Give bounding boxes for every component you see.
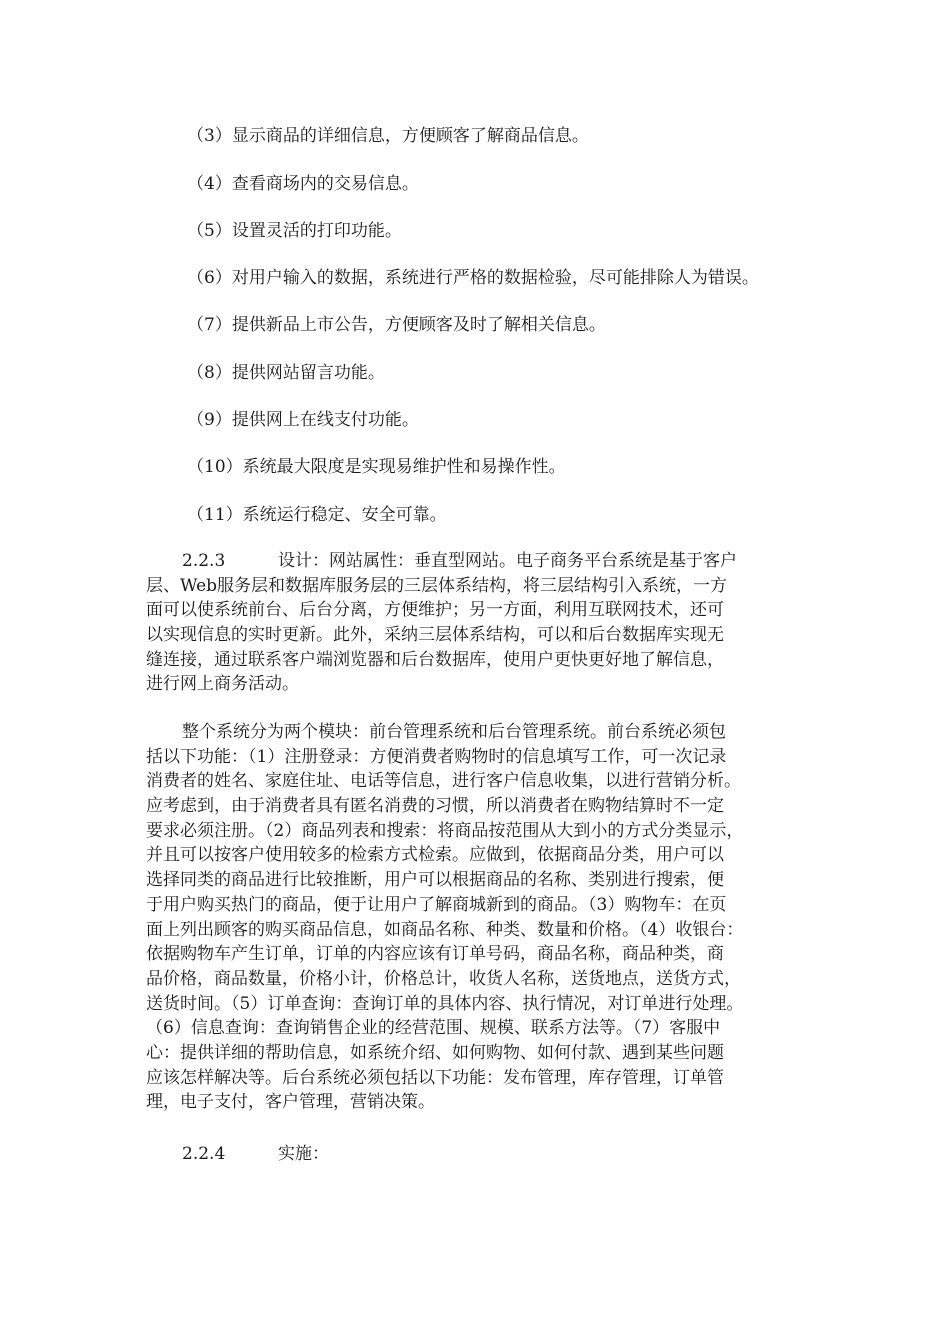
paragraph-line: 于用户购买热门的商品，便于让用户了解商城新到的商品。（3）购物车：在页 — [146, 894, 727, 915]
list-item: （6）对用户输入的数据，系统进行严格的数据检验，尽可能排除人为错误。 — [187, 268, 759, 288]
paragraph-line: 应考虑到，由于消费者具有匿名消费的习惯，所以消费者在购物结算时不一定 — [146, 796, 724, 817]
section-title: 实施： — [278, 1144, 329, 1164]
paragraph-line: 依据购物车产生订单，订单的内容应该有订单号码，商品名称，商品种类，商 — [146, 944, 724, 965]
modules-paragraph — [146, 720, 826, 1115]
paragraph-line: 层、Web服务层和数据库服务层的三层体系结构，将三层结构引入系统，一方 — [146, 575, 728, 596]
list-item: （7）提供新品上市公告，方便顾客及时了解相关信息。 — [187, 315, 606, 335]
section-text: 设计：网站属性：垂直型网站。电子商务平台系统是基于客户 — [278, 551, 737, 571]
section-2-2-3-paragraph — [146, 549, 826, 697]
paragraph-line: （6）信息查询：查询销售企业的经营范围、规模、联系方法等。（7）客服中 — [146, 1018, 721, 1039]
section-number: 2.2.3 — [182, 551, 226, 571]
paragraph-line: 送货时间。（5）订单查询：查询订单的具体内容、执行情况，对订单进行处理。 — [146, 993, 744, 1014]
paragraph-line: 品价格，商品数量，价格小计，价格总计，收货人名称，送货地点，送货方式， — [146, 968, 741, 989]
paragraph-line: 以实现信息的实时更新。此外，采纳三层体系结构，可以和后台数据库实现无 — [146, 625, 724, 646]
paragraph-line: 消费者的姓名、家庭住址、电话等信息，进行客户信息收集，以进行营销分析。 — [146, 771, 741, 792]
list-item: （3）显示商品的详细信息，方便顾客了解商品信息。 — [187, 126, 589, 146]
paragraph-line: 要求必须注册。（2）商品列表和搜索：将商品按范围从大到小的方式分类显示， — [146, 820, 744, 841]
paragraph-line: 括以下功能：（1）注册登录：方便消费者购物时的信息填写工作，可一次记录 — [146, 746, 727, 767]
paragraph-line: 整个系统分为两个模块：前台管理系统和后台管理系统。前台系统必须包 — [182, 722, 726, 742]
section-number: 2.2.4 — [182, 1144, 226, 1164]
paragraph-line: 选择同类的商品进行比较推断，用户可以根据商品的名称、类别进行搜索，便 — [146, 870, 724, 891]
paragraph-line: 理，电子支付，客户管理，营销决策。 — [146, 1092, 435, 1113]
list-item: （9）提供网上在线支付功能。 — [187, 410, 419, 430]
paragraph-line: 面可以使系统前台、后台分离，方便维护；另一方面，利用互联网技术，还可 — [146, 600, 724, 621]
paragraph-line: 进行网上商务活动。 — [146, 674, 299, 695]
paragraph-line: 心：提供详细的帮助信息，如系统介绍、如何购物、如何付款、遇到某些问题 — [146, 1042, 724, 1063]
list-item: （8）提供网站留言功能。 — [187, 363, 385, 383]
list-item: （4）查看商场内的交易信息。 — [187, 174, 419, 194]
paragraph-line: 并且可以按客户使用较多的检索方式检索。应做到，依据商品分类，用户可以 — [146, 845, 724, 866]
paragraph-line: 缝连接，通过联系客户端浏览器和后台数据库，使用户更快更好地了解信息， — [146, 649, 724, 670]
list-item: （10）系统最大限度是实现易维护性和易操作性。 — [187, 457, 566, 477]
paragraph-line — [146, 549, 826, 574]
list-item: （5）设置灵活的打印功能。 — [187, 221, 402, 241]
paragraph-line: 面上列出顾客的购买商品信息，如商品名称、种类、数量和价格。（4）收银台： — [146, 919, 744, 940]
paragraph-line: 应该怎样解决等。后台系统必须包括以下功能：发布管理，库存管理，订单管 — [146, 1067, 724, 1088]
section-2-2-4-heading — [182, 1142, 329, 1166]
list-item: （11）系统运行稳定、安全可靠。 — [187, 505, 447, 525]
